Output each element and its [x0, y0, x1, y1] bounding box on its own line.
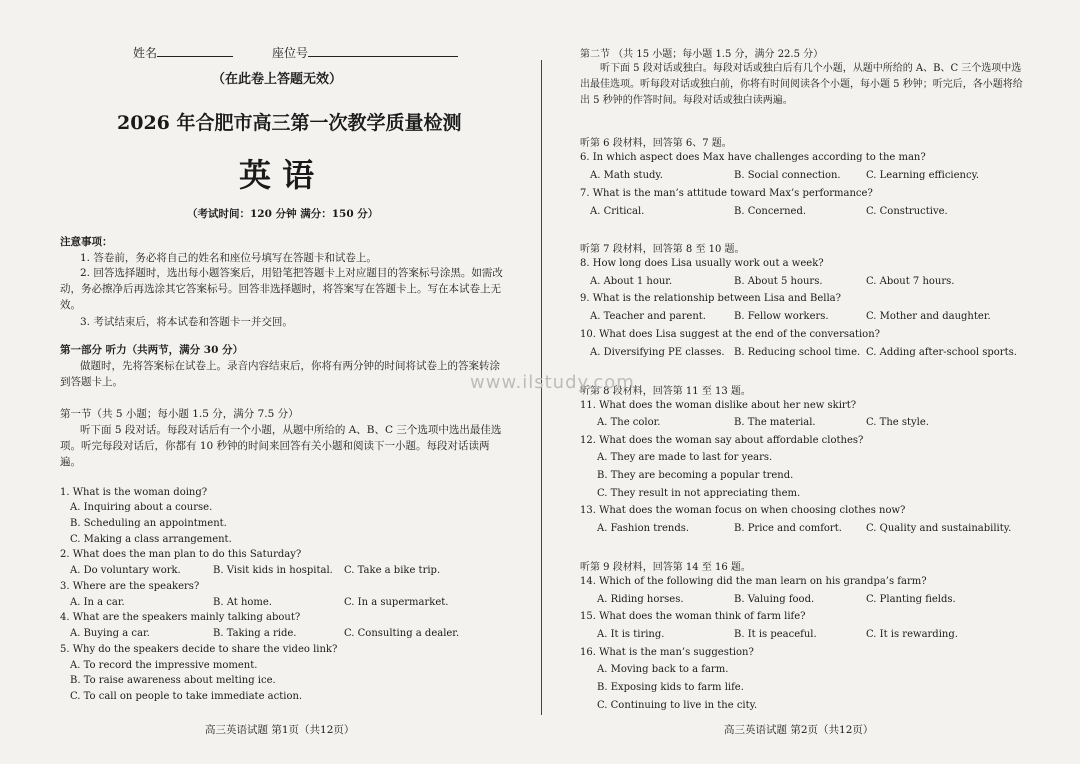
q8-option-b: B. About 5 hours.: [734, 276, 823, 287]
q13-option-b: B. Price and comfort.: [734, 523, 842, 534]
q3-option-b: B. At home.: [213, 597, 272, 608]
q13-option-c: C. Quality and sustainability.: [866, 523, 1012, 534]
q1-option-b: B. Scheduling an appointment.: [70, 518, 227, 529]
question-16: 16. What is the man’s suggestion?: [580, 647, 754, 658]
watermark: www.ilstudy.com: [470, 372, 635, 393]
question-9: 9. What is the relationship between Lisa and Bella?: [580, 293, 841, 304]
name-blank: [157, 56, 233, 57]
q11-option-c: C. The style.: [866, 417, 929, 428]
subject-title: 英 语: [239, 156, 315, 194]
exam-title: 2026 年合肥市高三第一次教学质量检测: [117, 112, 462, 134]
part1-title: 第一部分 听力（共两节，满分 30 分）: [60, 344, 244, 356]
q16-option-c: C. Continuing to live in the city.: [597, 700, 758, 711]
q2-option-a: A. Do voluntary work.: [70, 565, 181, 576]
q16-option-a: A. Moving back to a farm.: [597, 664, 729, 675]
question-15: 15. What does the woman think of farm life?: [580, 611, 806, 622]
question-4: 4. What are the speakers mainly talking about?: [60, 612, 301, 623]
instruction-1: 1. 答卷前，务必将自己的姓名和座位号填写在答题卡和试卷上。: [80, 252, 377, 264]
question-12: 12. What does the woman say about affordable clothes?: [580, 435, 864, 446]
q14-option-c: C. Planting fields.: [866, 594, 956, 605]
q2-option-c: C. Take a bike trip.: [344, 565, 441, 576]
part1-description: 做题时，先将答案标在试卷上。录音内容结束后，你将有两分钟的时间将试卷上的答案转涂到答题卡上。: [60, 360, 500, 388]
q9-option-c: C. Mother and daughter.: [866, 311, 991, 322]
question-10: 10. What does Lisa suggest at the end of the conversation?: [580, 329, 880, 340]
q14-option-a: A. Riding horses.: [597, 594, 684, 605]
question-5: 5. Why do the speakers decide to share the video link?: [60, 644, 338, 655]
question-6: 6. In which aspect does Max have challenges according to the man?: [580, 152, 926, 163]
q15-option-b: B. It is peaceful.: [734, 629, 817, 640]
question-1: 1. What is the woman doing?: [60, 487, 208, 498]
q11-option-b: B. The material.: [734, 417, 816, 428]
group-9-title: 听第 9 段材料，回答第 14 至 16 题。: [580, 562, 751, 573]
exam-notice: （在此卷上答题无效）: [212, 72, 343, 87]
q7-option-b: B. Concerned.: [734, 206, 807, 217]
q12-option-a: A. They are made to last for years.: [597, 452, 773, 463]
right-page-footer: 高三英语试题 第2页（共12页）: [724, 724, 874, 736]
q14-option-b: B. Valuing food.: [734, 594, 815, 605]
q4-option-a: A. Buying a car.: [70, 628, 150, 639]
q15-option-c: C. It is rewarding.: [866, 629, 958, 640]
question-7: 7. What is the man’s attitude toward Max’s performance?: [580, 188, 873, 199]
section2-description: 听下面 5 段对话或独白。每段对话或独白后有几个小题，从题中所给的 A、B、C 三个选项中选出最佳选项。听每段对话或独白前，你将有时间阅读各个小题，每小题 5 秒钟；听完后，各小题将给出 5 秒钟的作答时间。每段对话或独白读两遍。: [580, 63, 1023, 106]
q12-option-b: B. They are becoming a popular trend.: [597, 470, 794, 481]
q11-option-a: A. The color.: [597, 417, 661, 428]
q6-option-c: C. Learning efficiency.: [866, 170, 980, 181]
q7-option-c: C. Constructive.: [866, 206, 948, 217]
group-7-title: 听第 7 段材料，回答第 8 至 10 题。: [580, 244, 745, 255]
instruction-2: 2. 回答选择题时，选出每小题答案后，用铅笔把答题卡上对应题目的答案标号涂黑。如需改动，务必擦净后再选涂其它答案标号。回答非选择题时，将答案写在答题卡上。写在本试卷上无效。: [60, 267, 503, 311]
q4-option-b: B. Taking a ride.: [213, 628, 297, 639]
q1-option-c: C. Making a class arrangement.: [70, 534, 232, 545]
q7-option-a: A. Critical.: [590, 206, 645, 217]
q5-option-a: A. To record the impressive moment.: [70, 660, 258, 671]
q5-option-c: C. To call on people to take immediate action.: [70, 691, 303, 702]
q1-option-a: A. Inquiring about a course.: [70, 502, 213, 513]
question-13: 13. What does the woman focus on when choosing clothes now?: [580, 505, 906, 516]
q6-option-b: B. Social connection.: [734, 170, 841, 181]
q12-option-c: C. They result in not appreciating them.: [597, 488, 801, 499]
seat-label: 座位号: [272, 46, 309, 60]
q10-option-a: A. Diversifying PE classes.: [590, 347, 725, 358]
section1-title: 第一节（共 5 小题；每小题 1.5 分，满分 7.5 分）: [60, 408, 299, 420]
instructions-title: 注意事项：: [60, 236, 113, 248]
group-8-title: 听第 8 段材料，回答第 11 至 13 题。: [580, 386, 751, 397]
q10-option-c: C. Adding after-school sports.: [866, 347, 1017, 358]
q3-option-c: C. In a supermarket.: [344, 597, 449, 608]
q6-option-a: A. Math study.: [590, 170, 663, 181]
q9-option-a: A. Teacher and parent.: [590, 311, 706, 322]
section2-title: 第二节 （共 15 小题；每小题 1.5 分，满分 22.5 分）: [580, 49, 824, 60]
group-6-title: 听第 6 段材料，回答第 6、7 题。: [580, 138, 732, 149]
q2-option-b: B. Visit kids in hospital.: [213, 565, 333, 576]
exam-info: （考试时间：120 分钟 满分：150 分）: [187, 208, 379, 220]
q16-option-b: B. Exposing kids to farm life.: [597, 682, 744, 693]
left-page-footer: 高三英语试题 第1页（共12页）: [205, 724, 355, 736]
name-field: [133, 44, 233, 61]
q13-option-a: A. Fashion trends.: [597, 523, 690, 534]
q15-option-a: A. It is tiring.: [597, 629, 665, 640]
question-3: 3. Where are the speakers?: [60, 581, 200, 592]
name-label: 姓名: [133, 46, 158, 60]
q8-option-c: C. About 7 hours.: [866, 276, 955, 287]
q8-option-a: A. About 1 hour.: [590, 276, 673, 287]
instruction-3: 3. 考试结束后，将本试卷和答题卡一并交回。: [80, 316, 293, 328]
question-2: 2. What does the man plan to do this Saturday?: [60, 549, 302, 560]
q9-option-b: B. Fellow workers.: [734, 311, 829, 322]
seat-blank: [308, 56, 458, 57]
question-14: 14. Which of the following did the man learn on his grandpa’s farm?: [580, 576, 927, 587]
q5-option-b: B. To raise awareness about melting ice.: [70, 675, 276, 686]
q10-option-b: B. Reducing school time.: [734, 347, 861, 358]
q3-option-a: A. In a car.: [70, 597, 125, 608]
seat-field: [272, 44, 458, 61]
question-11: 11. What does the woman dislike about her new skirt?: [580, 400, 857, 411]
question-8: 8. How long does Lisa usually work out a week?: [580, 258, 824, 269]
section1-description: 听下面 5 段对话。每段对话后有一个小题，从题中所给的 A、B、C 三个选项中选出最佳选项。听完每段对话后，你都有 10 秒钟的时间来回答有关小题和阅读下一小题。每段对话读两遍。: [60, 424, 502, 468]
q4-option-c: C. Consulting a dealer.: [344, 628, 460, 639]
